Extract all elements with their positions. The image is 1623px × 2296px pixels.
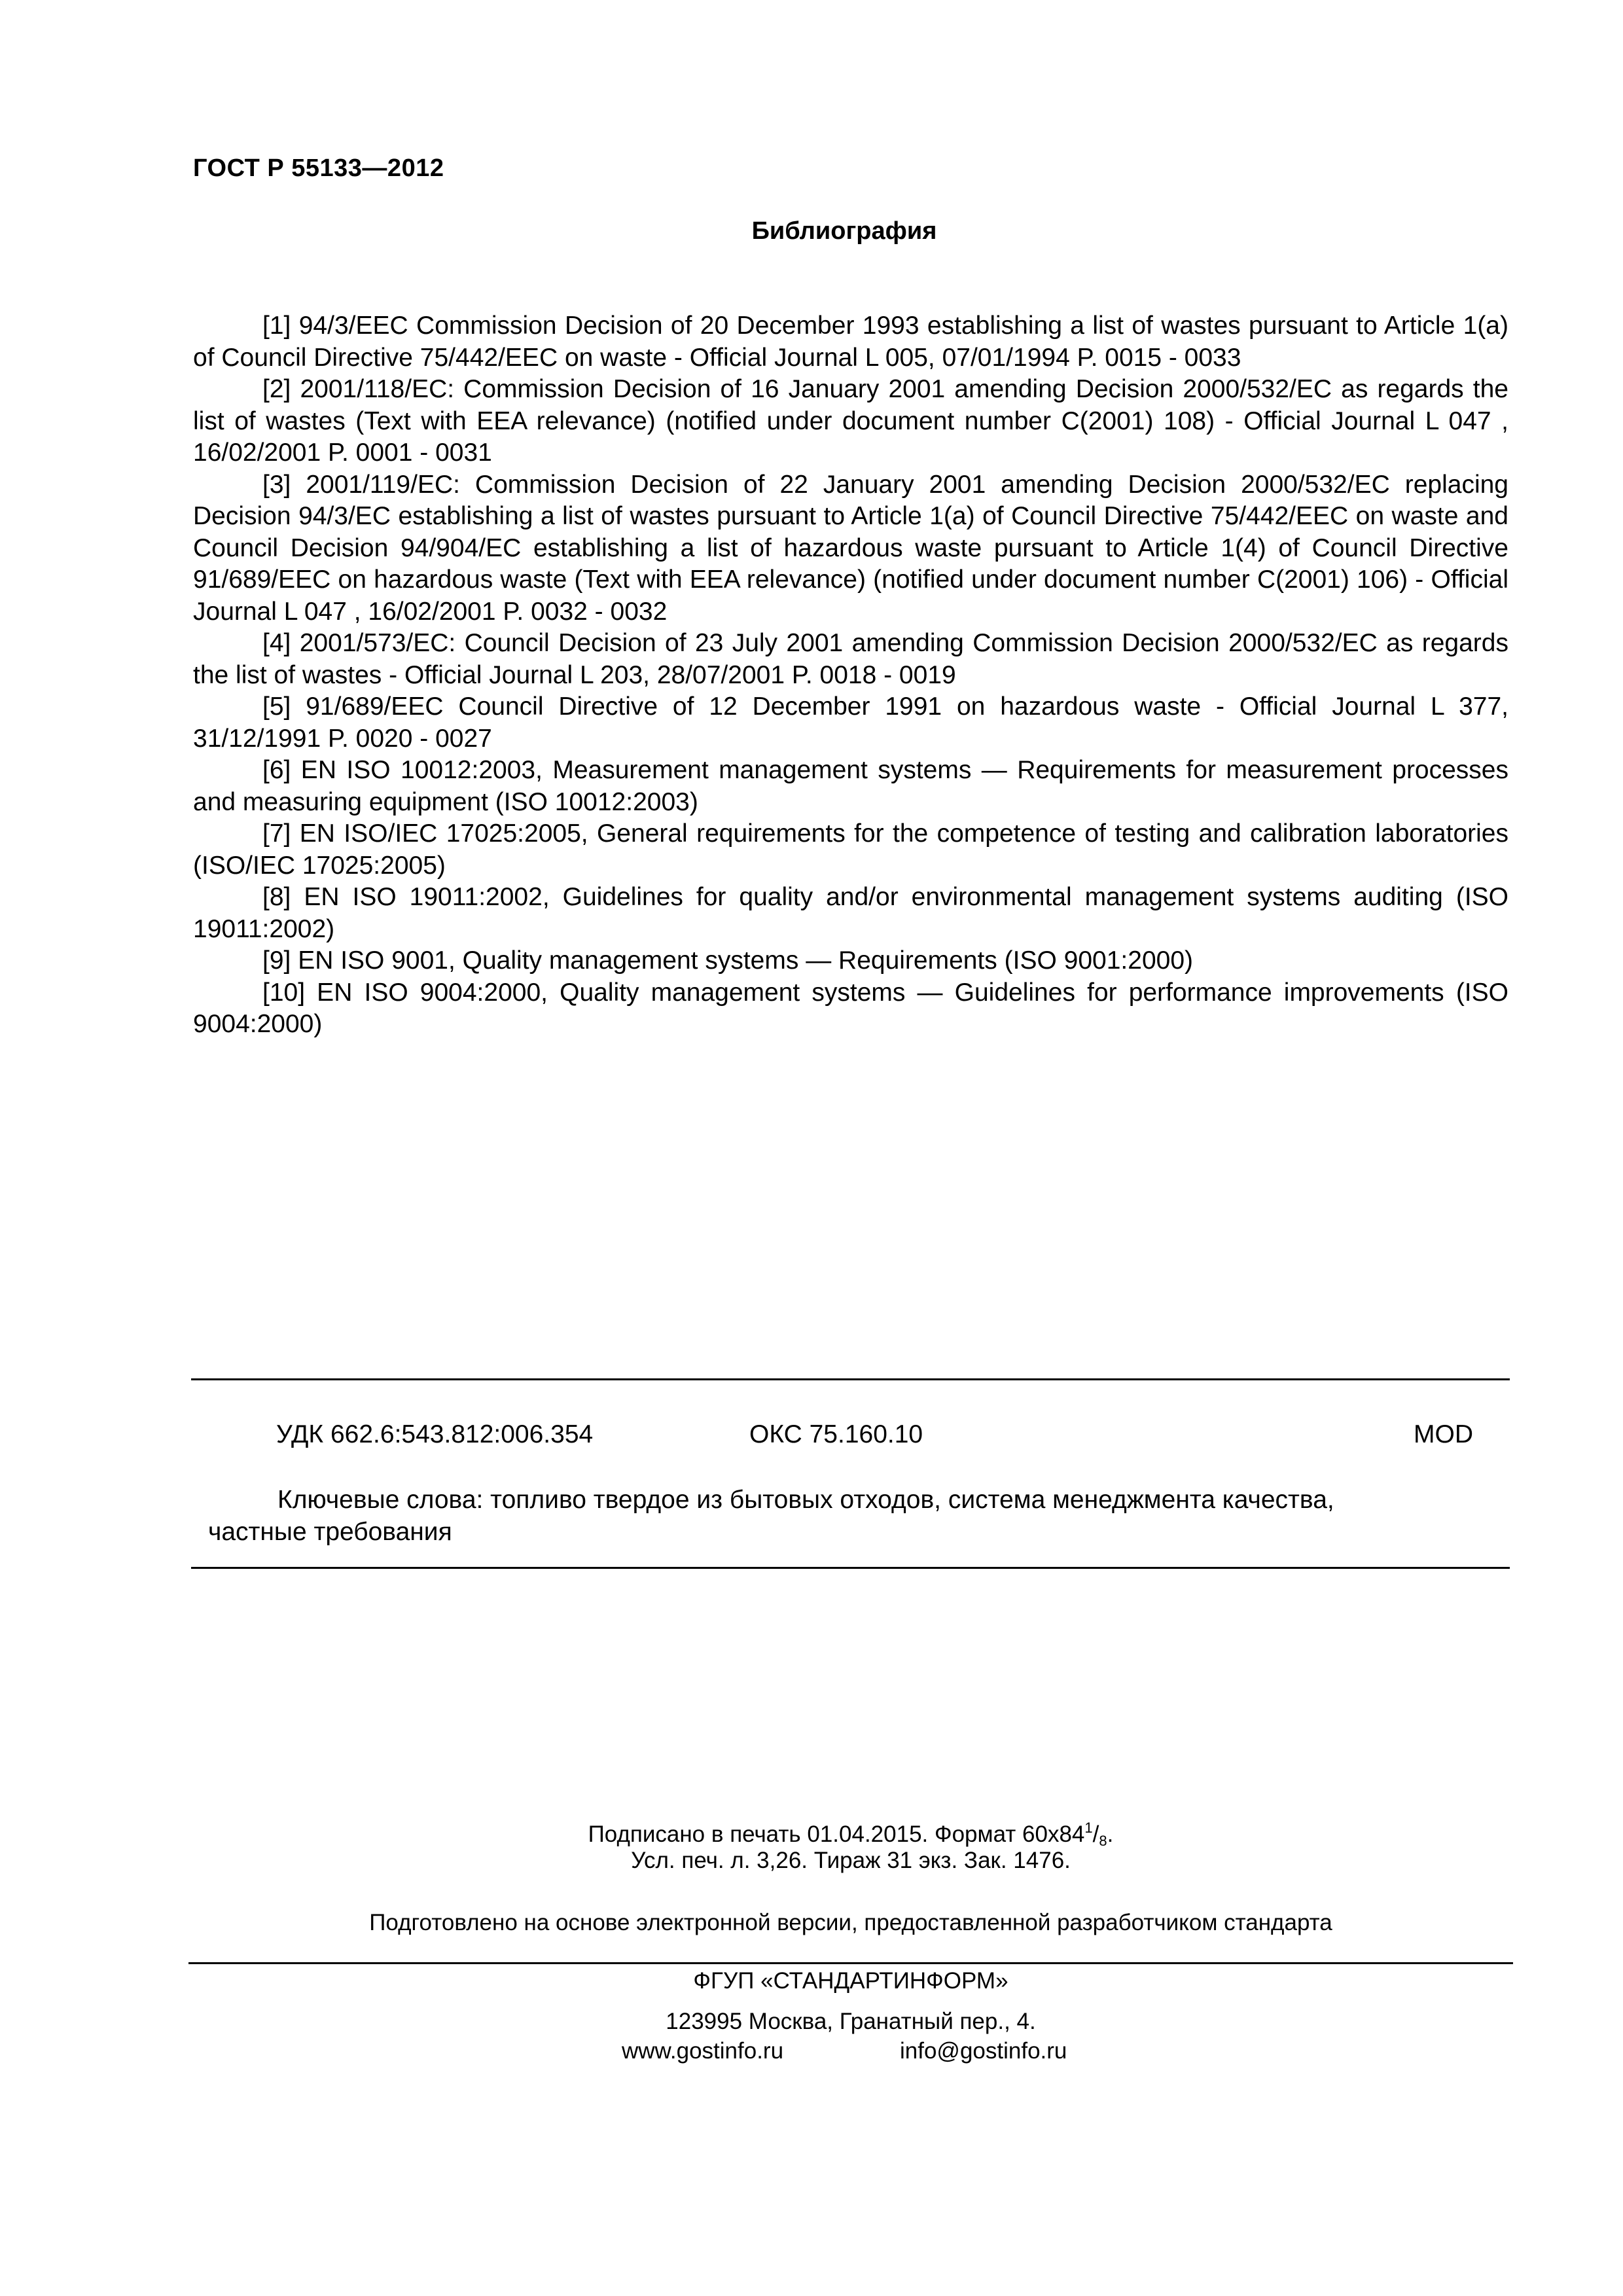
format-numerator: 1 [1084, 1820, 1093, 1836]
bibliography-item-2: [2] 2001/118/EC: Commission Decision of 16 January 2001 amending Decision 2000/532/EC as regards the list of wastes (Text with EEA relevance) (notified under document number C(2001) 108) - Official Journal L 047 , 16/02/2001 P. 0001 - 0031 [193, 375, 1508, 467]
udk-code: УДК 662.6:543.812:006.354 [276, 1420, 594, 1448]
keywords-line-1: Ключевые слова: топливо твердое из бытовых отходов, система менеджмента качества, [277, 1486, 1334, 1514]
bibliography-item-8: [8] EN ISO 19011:2002, Guidelines for quality and/or environmental management systems auditing (ISO 19011:2002) [193, 883, 1508, 943]
bibliography-item-4: [4] 2001/573/EC: Council Decision of 23 July 2001 amending Commission Decision 2000/532/EC as regards the list of wastes - Official Journal L 203, 28/07/2001 P. 0018 - 0019 [193, 629, 1508, 689]
mod-label: MOD [1414, 1420, 1473, 1448]
bibliography-item-1: [1] 94/3/EEC Commission Decision of 20 December 1993 establishing a list of wastes pursuant to Article 1(a) of Council Directive 75/442/EEC on waste - Official Journal L 005, 07/01/1994 P. 0015 - 0033 [193, 312, 1508, 372]
signed-text: Подписано в печать 01.04.2015. Формат 60x84 [588, 1821, 1085, 1847]
oks-code: ОКС 75.160.10 [749, 1420, 923, 1448]
bibliography-title: Библиография [751, 217, 937, 245]
prepared-note: Подготовлено на основе электронной версии, предоставленной разработчиком стандарта [369, 1910, 1332, 1935]
print-info: Усл. печ. л. 3,26. Тираж 31 экз. Зак. 1476. [631, 1848, 1071, 1873]
bibliography-item-3: [3] 2001/119/EC: Commission Decision of 22 January 2001 amending Decision 2000/532/EC replacing Decision 94/3/EC establishing a list of wastes pursuant to Article 1(a) of Council Directive 75/442/EEC on waste and Council Decision 94/904/EC establishing a list of hazardous waste pursuant to Article 1(4) of Council Directive 91/689/EEC on hazardous waste (Text with EEA relevance) (notified under document number C(2001) 106) - Official Journal L 047 , 16/02/2001 P. 0032 - 0032 [193, 470, 1508, 626]
bibliography-item-9: [9] EN ISO 9001, Quality management systems — Requirements (ISO 9001:2000) [262, 946, 1193, 975]
bibliography-item-7: [7] EN ISO/IEC 17025:2005, General requirements for the competence of testing and calibration laboratories (ISO/IEC 17025:2005) [193, 819, 1508, 880]
publisher-divider [188, 1962, 1513, 1964]
keywords-line-2: частные требования [208, 1517, 452, 1546]
format-end: . [1107, 1821, 1114, 1847]
bibliography-item-10: [10] EN ISO 9004:2000, Quality management systems — Guidelines for performance improvements (ISO 9004:2000) [193, 978, 1508, 1038]
format-denominator: 8 [1099, 1833, 1107, 1849]
bibliography-list [193, 310, 1508, 1041]
keywords-block [208, 1484, 1496, 1548]
format-fraction: $^1/_8$ [1084, 1820, 1107, 1849]
email-link[interactable]: info@gostinfo.ru [900, 2038, 1067, 2064]
bottom-divider [191, 1567, 1510, 1569]
bibliography-item-5: [5] 91/689/EEC Council Directive of 12 December 1991 on hazardous waste - Official Journal L 377, 31/12/1991 P. 0020 - 0027 [193, 692, 1508, 753]
publisher-name: ФГУП «СТАНДАРТИНФОРМ» [693, 1968, 1008, 1994]
top-divider [191, 1378, 1510, 1380]
bibliography-item-6: [6] EN ISO 10012:2003, Measurement management systems — Requirements for measurement processes and measuring equipment (ISO 10012:2003) [193, 756, 1508, 816]
publisher-address: 123995 Москва, Гранатный пер., 4. [666, 2009, 1036, 2034]
document-code: ГОСТ Р 55133—2012 [193, 154, 444, 182]
website-link[interactable]: www.gostinfo.ru [622, 2038, 784, 2064]
